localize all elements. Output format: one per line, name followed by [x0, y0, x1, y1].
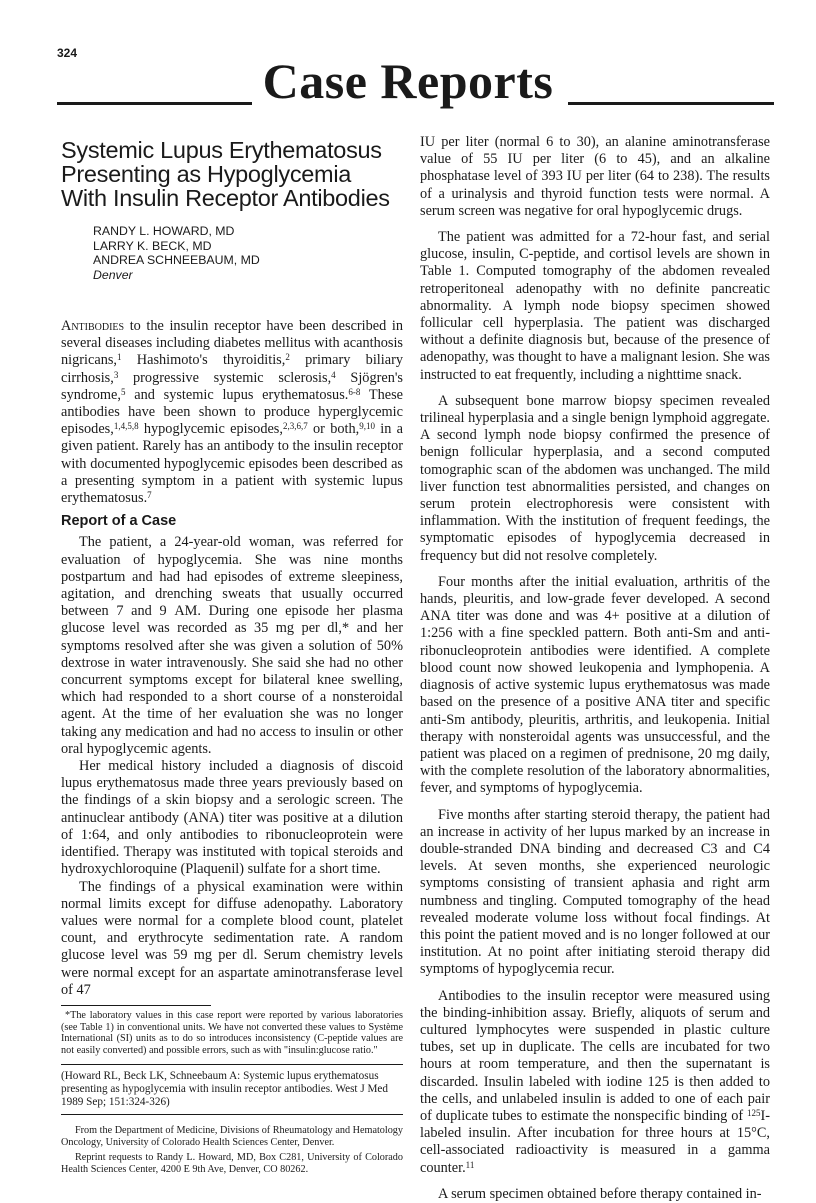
intro-text: to the insulin receptor have been described in several diseases including diabetes mellitus with acanthosis nigricans,: [61, 318, 403, 369]
reprint-request: Reprint requests to Randy L. Howard, MD, Box C281, University of Colorado Health Sciences Center, 4200 E 9th Ave, Denver, CO 80262.: [61, 1152, 403, 1176]
body-text: Antibodies to the insulin receptor were measured using the binding-inhibition assay. Briefly, aliquots of serum and cultured lymphocytes were suspended in plastic culture tubes, set up in duplicate. The cells are incubated for two hours at room temperature, and then the supernatant is discarded. Insulin labeled with iodine 125 is then added to the cells, and unlabeled insulin is added to one of each pair of duplicate tubes to estimate the nonspecific binding of: [420, 987, 770, 1124]
intro-text: These antibodies have been shown to produce hyperglycemic episodes,: [61, 386, 403, 438]
author-list: [93, 224, 403, 282]
body-paragraph: [61, 534, 403, 758]
intro-text: Hashimoto's thyroiditis,: [121, 352, 286, 369]
article-title: Systemic Lupus Erythematosus Presenting as Hypoglycemia With Insulin Receptor Antibodies: [61, 137, 390, 211]
body-text: . During one episode her plasma glucose level was recorded as 35 mg per dl,* and her symptoms resolved after she was given a solution of 50% dextrose in water intravenously. She said she had no other concurrent symptoms except for bilateral knee swelling, which had responded to a short course of a nonsteroidal agent. At the time of her evaluation she was no longer taking any medication and had no access to insulin or other oral hypoglycemic agents.: [61, 603, 403, 757]
ref-sup: 4: [331, 369, 336, 380]
lead-word: Antibodies: [61, 318, 125, 334]
time-unit: AM: [174, 603, 198, 620]
author-name: LARRY K. BECK, MD: [93, 238, 212, 253]
body-text: The patient, a 24-year-old woman, was referred for evaluation of hypoglycemia. She was nine months postpartum and had had episodes of extreme sleepiness, agitation, and drenching sweats that usually occurred between 7 and 9: [61, 534, 403, 620]
right-column: [420, 134, 770, 1203]
section-heading: Report of a Case: [61, 513, 177, 530]
body-text: I-labeled insulin. After incubation for three hours at 15°C, cell-associated radioactivity is measured in a gamma counter.: [420, 1107, 770, 1176]
intro-text: and systemic lupus erythematosus.: [125, 386, 349, 403]
footnote-rule: [61, 1005, 211, 1006]
intro-text: or both,: [307, 421, 360, 438]
ref-sup: 7: [147, 490, 152, 501]
body-paragraph: [420, 988, 770, 1177]
ref-sup: 2,3,6,7: [282, 421, 308, 432]
ref-sup: 9,10: [359, 421, 375, 432]
ref-sup: 3: [113, 369, 119, 380]
body-paragraph: Five months after starting steroid therapy, the patient had an increase in activity of her lupus marked by an increase in double-stranded DNA binding and decreased C3 and C4 levels. At seven months, she experienced neurologic symptoms consisting of transient aphasia and right arm numbness and tingling. Computed tomography of the head revealed moderate volume loss without focal findings. At this point the patient moved and is no longer followed at our institution. At no point after initiating steroid therapy did symptoms of hypoglycemia recur.: [420, 806, 770, 978]
author-name: RANDY L. HOWARD, MD: [93, 224, 235, 238]
ref-sup: 2: [285, 352, 290, 363]
left-column: [61, 138, 403, 1176]
intro-text: hypoglycemic episodes,: [138, 421, 283, 438]
body-paragraph: A subsequent bone marrow biopsy specimen revealed trilineal hyperplasia and a single benign lymphoid aggregate. A second lymph node biopsy confirmed the presence of benign follicular hyperplasia, and a second computed tomographic scan of the abdomen was unchanged. The mild liver function test abnormalities persisted, and changes on serum protein electrophoresis were consistent with inflammation. With the institution of frequent feedings, the symptomatic episodes of hypoglycemia decreased in frequency but did not resolve completely.: [420, 392, 770, 564]
header-rule-right: [568, 102, 774, 105]
intro-text: Sjögren's syndrome,: [61, 369, 403, 403]
body-paragraph: The findings of a physical examination were within normal limits except for diffuse adenopathy. Laboratory values were normal for a complete blood count, platelet count, and erythrocyte sedimentation rate. A random glucose level was 59 mg per dl. Serum chemistry levels were normal except for an aspartate aminotransferase level of 47: [61, 878, 403, 998]
section-header: Case Reports: [262, 53, 554, 109]
citation-box: (Howard RL, Beck LK, Schneebaum A: Systemic lupus erythematosus presenting as hypoglycemia with insulin receptor antibodies. West J Med 1989 Sep; 151:324-326): [61, 1064, 403, 1115]
ref-sup: 1,4,5,8: [113, 421, 139, 432]
ref-sup: 11: [465, 1159, 475, 1170]
author-name: ANDREA SCHNEEBAUM, MD: [93, 253, 260, 267]
isotope-sup: 125: [746, 1107, 761, 1118]
author-location: Denver: [93, 267, 133, 282]
body-paragraph: Four months after the initial evaluation, arthritis of the hands, pleuritis, and low-grade fever developed. A second ANA titer was done and was 4+ positive at a dilution of 1:256 with a fine speckled pattern. Both anti-Sm and anti-ribonucleoprotein antibodies were identified. A complete blood count now showed leukopenia and lymphopenia. A diagnosis of active systemic lupus erythematosus was made based on the presence of a positive ANA titer and specific anti-Sm antibody, pleuritis, arthritis, and leukopenia. Initial therapy with nonsteroidal agents was unsuccessful, and the patient was placed on a regimen of prednisone, 20 mg daily, with the complete resolution of the laboratory abnormalities, fever, and symptoms of hypoglycemia.: [420, 573, 770, 797]
body-paragraph: IU per liter (normal 6 to 30), an alanine aminotransferase value of 55 IU per liter (6 to 45), and an alkaline phosphatase level of 393 IU per liter (64 to 238). The results of a urinalysis and thyroid function tests were normal. A serum screen was negative for oral hypoglycemic drugs.: [420, 134, 770, 219]
intro-text: primary biliary cirrhosis,: [61, 352, 403, 386]
footnote: *The laboratory values in this case report were reported by various laboratories (see Table 1) in conventional units. We have not converted these values to Système International (SI) units as to do so introduces inconsistency (C-peptide values are not easily converted) and possible errors, such as with "insulin:glucose ratio.": [61, 1009, 403, 1056]
intro-paragraph: [61, 318, 403, 507]
intro-text: progressive systemic sclerosis,: [118, 369, 332, 386]
ref-sup: 5: [120, 386, 126, 397]
body-paragraph: The patient was admitted for a 72-hour fast, and serial glucose, insulin, C-peptide, and cortisol levels are shown in Table 1. Computed tomography of the abdomen revealed retroperitoneal adenopathy with no definite pancreatic abnormality. A lymph node biopsy specimen showed follicular cell hyperplasia. The patient was discharged without a definite diagnosis but, because of the presence of adenopathy, was thought to have a malignant lesion. She was instructed to eat frequently, including a nighttime snack.: [420, 229, 770, 383]
header-rule-left: [57, 102, 252, 105]
ref-sup: 1: [116, 352, 122, 363]
intro-text: in a given patient. Rarely has an antibody to the insulin receptor with documented hypoglycemic episodes been described as a presenting symptom in a patient with systemic lupus erythematosus.: [61, 421, 403, 507]
body-paragraph: A serum specimen obtained before therapy contained in-: [438, 1185, 762, 1202]
affiliation: From the Department of Medicine, Divisions of Rheumatology and Hematology Oncology, University of Colorado Health Sciences Center, Denver.: [61, 1125, 403, 1148]
ref-sup: 6-8: [348, 386, 361, 397]
body-paragraph: Her medical history included a diagnosis of discoid lupus erythematosus made three years previously based on the findings of a skin biopsy and a serologic screen. The antinuclear antibody (ANA) titer was positive at a dilution of 1:64, and only antibodies to ribonucleoprotein were identified. Therapy was instituted with topical steroids and hydroxychloroquine (Plaquenil) sulfate for a short time.: [61, 758, 403, 878]
page-number: 324: [57, 46, 78, 60]
